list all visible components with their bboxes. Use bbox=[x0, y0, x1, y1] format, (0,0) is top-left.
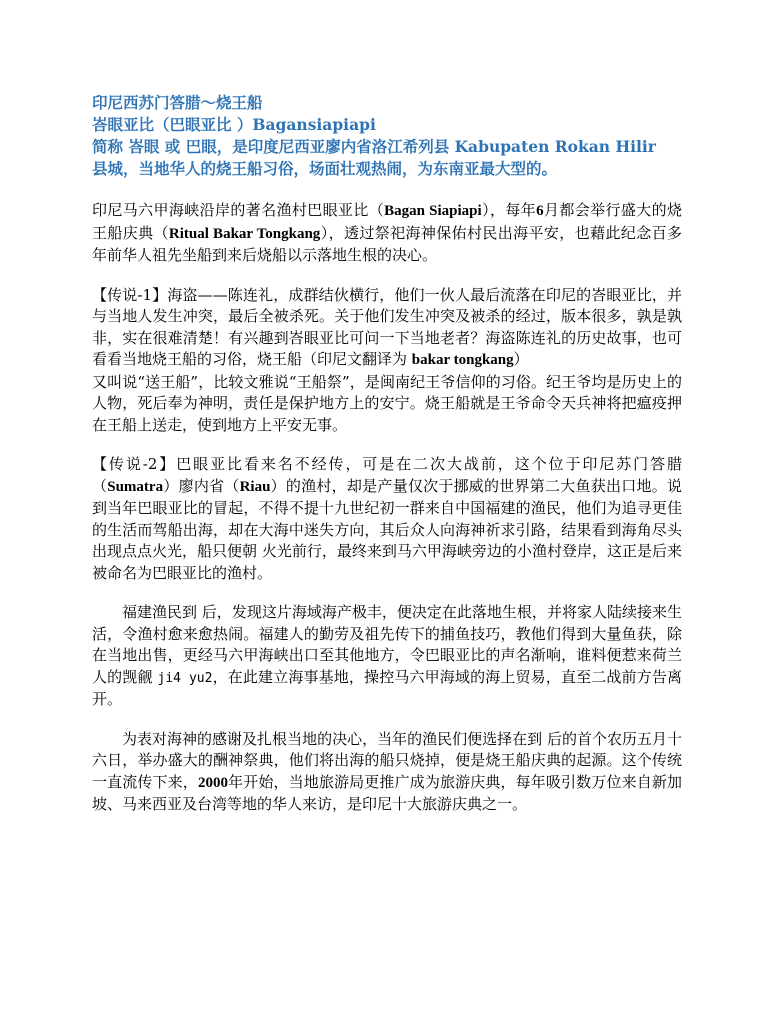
intro-term-ritual: Ritual Bakar Tongkang bbox=[168, 225, 321, 242]
para-4-text-2: 年开始，当地旅游局更推广成为旅游庆典，每年吸引数万位来自新加坡、马来西亚及台湾等地的华人来访，是印尼十大旅游庆典之一。 bbox=[92, 772, 682, 813]
para-4-text-1: 为表对海神的感谢及扎根当地的决心，当年的渔民们便选择在到 后的首个农历五月十六日，举办盛大的酬神祭典，他们将出海的船只烧掉，便是烧王船庆典的起源。这个传统一直流传下来， bbox=[92, 729, 682, 791]
legend-2-term-riau: Riau bbox=[239, 478, 271, 495]
heading-summary-line2: 县城，当地华人的烧王船习俗，场面壮观热闹，为东南亚最大型的。 bbox=[92, 159, 558, 178]
legend-2-text-3: ）的渔村，却是产量仅次于挪威的世界第二大鱼获出口地。说到当年巴眼亚比的冒起，不得不提十九世纪初一群来自中国福建的渔民，他们为追寻更佳的生活而驾船出海，却在大海中迷失方向，其后众人向海神祈求引路，结果看到海角尽头出现点点火光，船只便朝 火光前行，最终来到马六甲海峡旁边的小渔村登岸，这正是后来被命名为巴眼亚比的渔村。 bbox=[92, 476, 682, 582]
para-3-text-2: ，在此建立海事基地，操控马六甲海域的海上贸易，直至二战前方告离开。 bbox=[92, 667, 682, 708]
legend-1-term-bakar-tongkang: bakar tongkang bbox=[411, 352, 514, 368]
legend-2-paragraph bbox=[92, 454, 682, 584]
fujian-fishermen-paragraph bbox=[92, 602, 682, 711]
intro-text-1: 印尼马六甲海峡沿岸的著名渔村巴眼亚比（ bbox=[92, 201, 385, 219]
para-3-pinyin: ji4 yu2 bbox=[157, 670, 213, 686]
intro-text-4: ），透过祭祀海神保佑村民出海平安，也藉此纪念百多年前华人祖先坐船到来后烧船以示落地生根的决心。 bbox=[92, 223, 682, 264]
intro-paragraph bbox=[92, 200, 682, 267]
document-heading bbox=[92, 92, 682, 180]
legend-1-text-1: 【传说-1】海盗——陈连礼，成群结伙横行，他们一伙人最后流落在印尼的峇眼亚比，并与当地人发生冲突，最后全被杀死。关于他们发生冲突及被杀的经过，版本很多，孰是孰非，实在很难清楚！有兴趣到峇眼亚比可问一下当地老者？海盗陈连礼的历史故事，也可看看当地烧王船的习俗，烧王船（印尼文翻译为 bbox=[92, 285, 682, 368]
intro-term-bagan-siapiapi: Bagan Siapiapi bbox=[384, 203, 482, 219]
legend-1-paragraph bbox=[92, 285, 682, 437]
intro-text-3: 月都会举行盛大的烧王船庆典（ bbox=[92, 201, 682, 242]
intro-number-6: 6 bbox=[536, 203, 544, 219]
legend-2-text-2: ）廖内省（ bbox=[163, 476, 240, 495]
para-3-text-1: 福建渔民到 后，发现这片海域海产极丰，便决定在此落地生根，并将家人陆续接来生活，令渔村愈来愈热闹。福建人的勤劳及祖先传下的捕鱼技巧，教他们得到大量鱼获，除在当地出售，更经马六甲海峡出口至其他地方，令巴眼亚比的声名渐响，谁料便惹来荷兰人的觊觎 bbox=[92, 603, 682, 686]
heading-subtitle: 峇眼亚比（巴眼亚比 ）Bagansiapiapi bbox=[92, 115, 376, 134]
intro-text-2: ），每年 bbox=[481, 201, 537, 219]
para-4-year-2000: 2000 bbox=[197, 774, 228, 791]
festival-origin-paragraph bbox=[92, 729, 682, 816]
legend-2-term-sumatra: Sumatra bbox=[107, 478, 164, 495]
heading-summary-line1: 简称 峇眼 或 巴眼，是印度尼西亚廖内省洛江希列县 Kabupaten Rokan Hilir bbox=[92, 137, 656, 156]
legend-1-text-2: ） bbox=[513, 350, 529, 368]
legend-1-text-3: 又叫说“送王船”，比较文雅说“王船祭”，是闽南纪王爷信仰的习俗。纪王爷均是历史上的人物，死后奉为神明，责任是保护地方上的安宁。烧王船就是王爷命令天兵神将把瘟疫押在王船上送走，使到地方上平安无事。 bbox=[92, 372, 682, 434]
document-page bbox=[92, 92, 682, 834]
heading-title: 印尼西苏门答腊～烧王船 bbox=[92, 93, 263, 112]
legend-2-text-1: 【传说-2】巴眼亚比看来名不经传，可是在二次大战前，这个位于印尼苏门答腊（ bbox=[92, 455, 682, 495]
